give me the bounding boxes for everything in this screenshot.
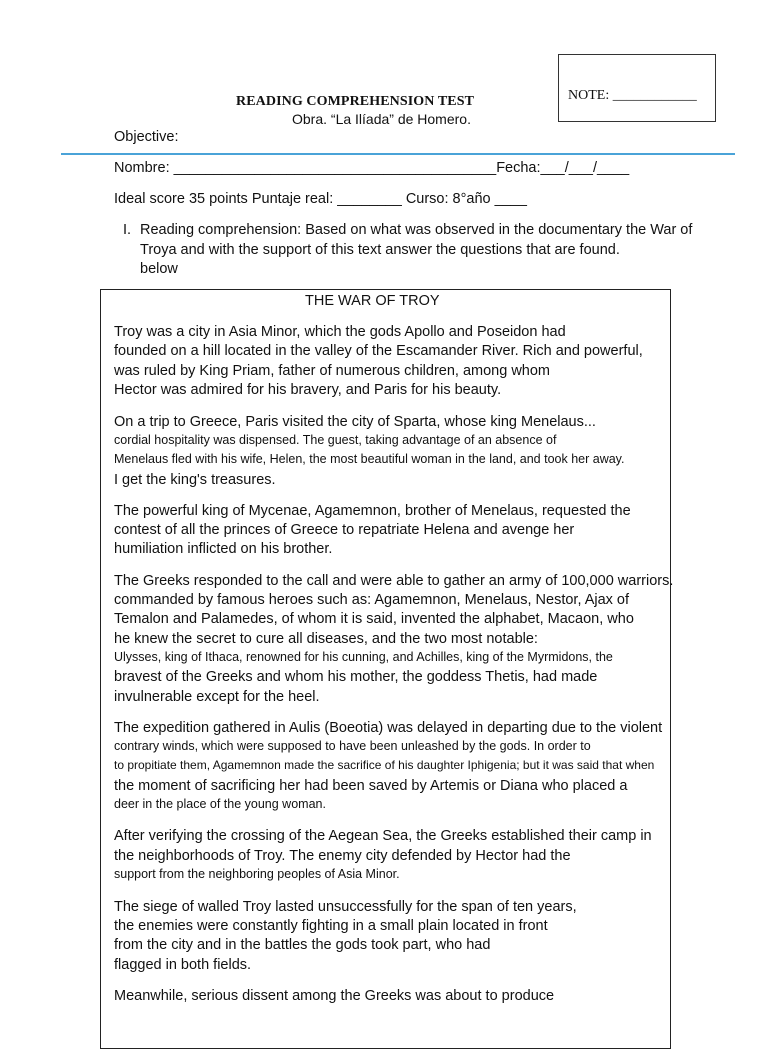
story-line: he knew the secret to cure all diseases, and the two most notable: bbox=[114, 631, 538, 647]
name-date-line: Nombre: ________________________________________Fecha:___/___/____ bbox=[114, 160, 630, 176]
story-line: contrary winds, which were supposed to have been unleashed by the gods. In order to bbox=[114, 739, 591, 753]
story-line: to propitiate them, Agamemnon made the sacrifice of his daughter Iphigenia; but it was said that when bbox=[114, 758, 655, 772]
story-line: The powerful king of Mycenae, Agamemnon, brother of Menelaus, requested the bbox=[114, 503, 631, 519]
header-divider bbox=[61, 153, 735, 155]
story-line: the enemies were constantly fighting in a small plain located in front bbox=[114, 918, 548, 934]
story-line: deer in the place of the young woman. bbox=[114, 797, 326, 811]
story-line: support from the neighboring peoples of Asia Minor. bbox=[114, 867, 400, 881]
story-line: humiliation inflicted on his brother. bbox=[114, 541, 333, 557]
story-line: Troy was a city in Asia Minor, which the gods Apollo and Poseidon had bbox=[114, 324, 566, 340]
note-label: NOTE: ____________ bbox=[568, 88, 697, 103]
instruction-line: Troya and with the support of this text answer the questions that are found. bbox=[140, 242, 620, 258]
story-line: Ulysses, king of Ithaca, renowned for his cunning, and Achilles, king of the Myrmidons, the bbox=[114, 650, 613, 664]
story-title: THE WAR OF TROY bbox=[305, 293, 440, 309]
story-line: Hector was admired for his bravery, and Paris for his beauty. bbox=[114, 382, 502, 398]
story-line: Menelaus fled with his wife, Helen, the most beautiful woman in the land, and took her away. bbox=[114, 452, 625, 466]
story-line: contest of all the princes of Greece to repatriate Helena and avenge her bbox=[114, 522, 575, 538]
story-line: invulnerable except for the heel. bbox=[114, 689, 320, 705]
story-line: the moment of sacrificing her had been saved by Artemis or Diana who placed a bbox=[114, 778, 628, 794]
instruction-number: I. bbox=[123, 222, 132, 238]
story-line: After verifying the crossing of the Aegean Sea, the Greeks established their camp in bbox=[114, 828, 652, 844]
instruction-line: Reading comprehension: Based on what was observed in the documentary the War of bbox=[140, 222, 693, 238]
story-line: commanded by famous heroes such as: Agamemnon, Menelaus, Nestor, Ajax of bbox=[114, 592, 630, 608]
story-line: The Greeks responded to the call and were able to gather an army of 100,000 warriors. bbox=[114, 573, 674, 589]
story-line: flagged in both fields. bbox=[114, 957, 252, 973]
story-line: the neighborhoods of Troy. The enemy city defended by Hector had the bbox=[114, 848, 571, 864]
instruction-line: below bbox=[140, 261, 178, 277]
objective-label: Objective: bbox=[114, 129, 179, 145]
story-line: I get the king's treasures. bbox=[114, 472, 276, 488]
test-title: READING COMPREHENSION TEST bbox=[236, 94, 475, 109]
score-line: Ideal score 35 points Puntaje real: ________ Curso: 8°año ____ bbox=[114, 191, 527, 207]
story-line: The siege of walled Troy lasted unsuccessfully for the span of ten years, bbox=[114, 899, 577, 915]
story-line: The expedition gathered in Aulis (Boeotia) was delayed in departing due to the violent bbox=[114, 720, 663, 736]
story-line: Temalon and Palamedes, of whom it is said, invented the alphabet, Macaon, who bbox=[114, 611, 634, 627]
story-line: founded on a hill located in the valley of the Escamander River. Rich and powerful, bbox=[114, 343, 643, 359]
story-line: bravest of the Greeks and whom his mother, the goddess Thetis, had made bbox=[114, 669, 598, 685]
test-subtitle: Obra. “La Ilíada” de Homero. bbox=[292, 111, 471, 127]
story-line: On a trip to Greece, Paris visited the city of Sparta, whose king Menelaus... bbox=[114, 414, 596, 430]
story-line: Meanwhile, serious dissent among the Greeks was about to produce bbox=[114, 988, 555, 1004]
story-line: cordial hospitality was dispensed. The guest, taking advantage of an absence of bbox=[114, 433, 557, 447]
story-line: from the city and in the battles the gods took part, who had bbox=[114, 937, 491, 953]
story-line: was ruled by King Priam, father of numerous children, among whom bbox=[114, 363, 551, 379]
